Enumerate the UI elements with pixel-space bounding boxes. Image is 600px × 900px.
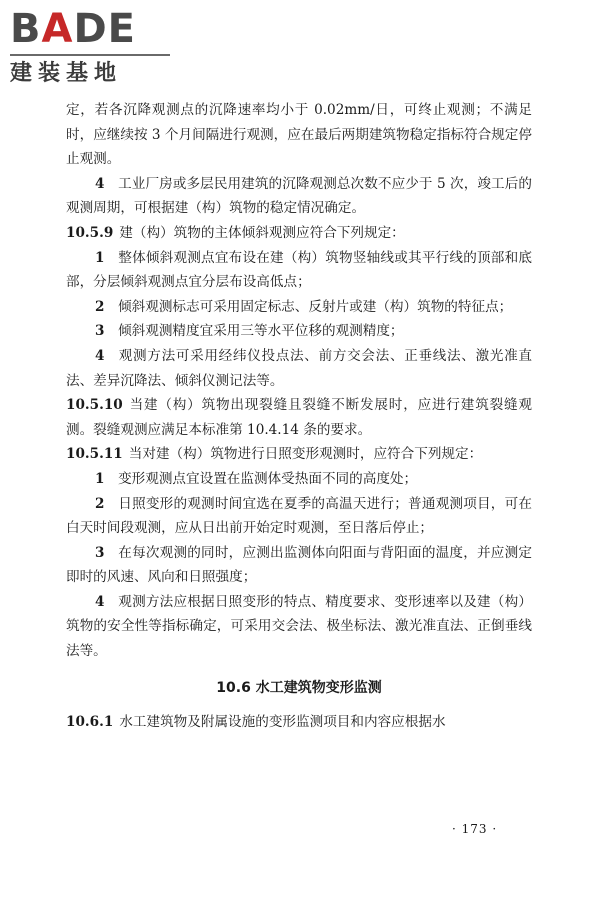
page-number: · 173 · — [452, 822, 498, 836]
clause: 10.5.9 建（构）筑物的主体倾斜观测应符合下列规定： — [66, 224, 405, 241]
list-item: 2 倾斜观测标志可采用固定标志、反射片或建（构）筑物的特征点； — [95, 298, 513, 315]
list-item: 1 整体倾斜观测点宜布设在建（构）筑物竖轴线或其平行线的顶部和底部，分层倾斜观测点宜分层布设高低点； — [66, 249, 532, 291]
page-body — [66, 98, 532, 734]
list-item: 3 倾斜观测精度宜采用三等水平位移的观测精度； — [95, 323, 404, 340]
list-item: 1 变形观测点宜设置在监测体受热面不同的高度处； — [95, 470, 418, 487]
paragraph-continued: 定，若各沉降观测点的沉降速率均小于 0.02mm/日，可终止观测；不满足时，应继续按 3 个月间隔进行观测，应在最后两期建筑物稳定指标符合规定停止观测。 — [66, 102, 532, 168]
logo-subtitle: 建装基地 — [10, 61, 123, 86]
list-item: 4 工业厂房或多层民用建筑的沉降观测总次数不应少于 5 次，竣工后的观测周期，可根据建（构）筑物的稳定情况确定。 — [66, 175, 532, 217]
list-item: 4 观测方法应根据日照变形的特点、精度要求、变形速率以及建（构）筑物的安全性等指标确定，可采用交会法、极坐标法、激光准直法、正倒垂线法等。 — [66, 593, 532, 660]
logo-divider — [10, 54, 170, 56]
clause: 10.6.1 水工建筑物及附属设施的变形监测项目和内容应根据水 — [66, 713, 446, 730]
clause: 10.5.10 当建（构）筑物出现裂缝且裂缝不断发展时，应进行建筑裂缝观测。裂缝观测应满足本标准第 10.4.14 条的要求。 — [66, 397, 532, 438]
list-item: 4 观测方法可采用经纬仪投点法、前方交会法、正垂线法、激光准直法、差异沉降法、倾斜仪测记法等。 — [66, 347, 532, 389]
clause: 10.5.11 当对建（构）筑物进行日照变形观测时，应符合下列规定： — [66, 446, 483, 463]
brand-logo — [10, 8, 180, 88]
section-heading: 10.6 水工建筑物变形监测 — [216, 679, 382, 696]
list-item: 3 在每次观测的同时，应测出监测体向阳面与背阳面的温度，并应测定即时的风速、风向和日照强度； — [66, 544, 532, 586]
list-item: 2 日照变形的观测时间宜选在夏季的高温天进行；普通观测项目，可在白天时间段观测，应从日出前开始定时观测，至日落后停止； — [66, 495, 532, 537]
logo-wordmark: BADE — [10, 6, 136, 52]
